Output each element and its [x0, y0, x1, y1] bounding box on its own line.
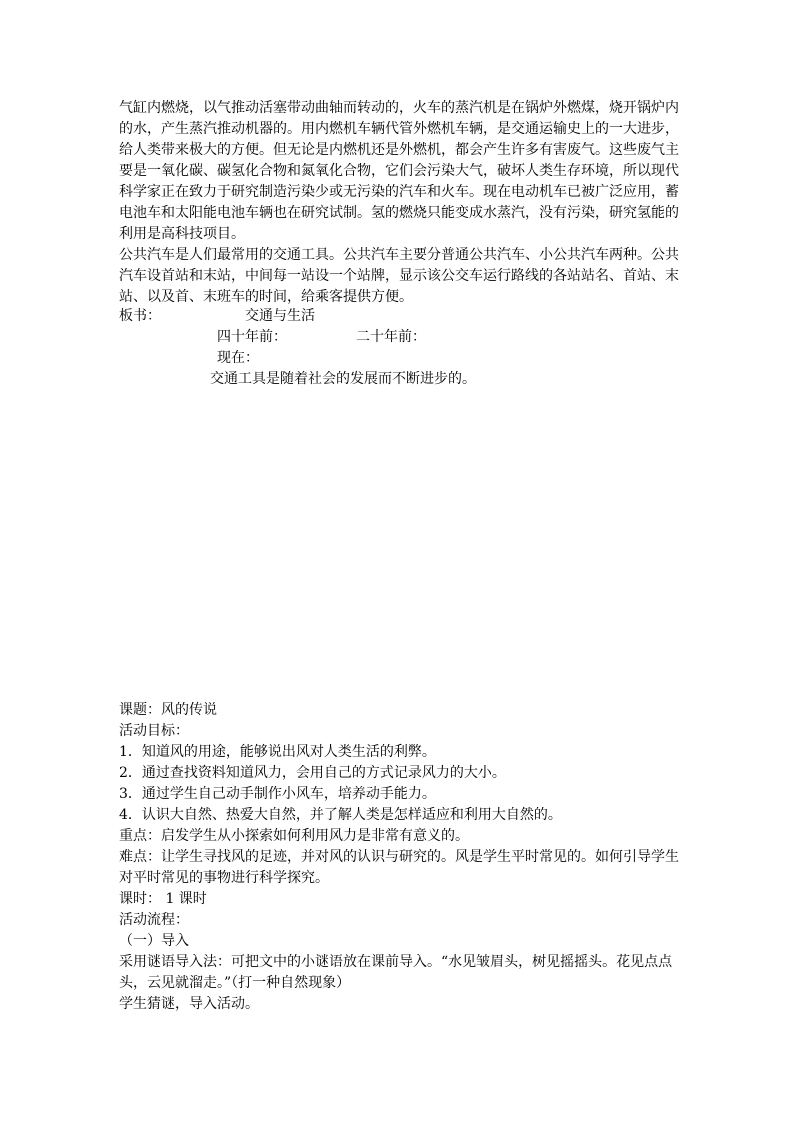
difficulty: 难点：让学生寻找风的足迹，并对风的认识与研究的。风是学生平时常见的。如何引导学生对平时常见的事物进行科学探究。 — [119, 849, 679, 886]
step1-text: 采用谜语导入法：可把文中的小谜语放在课前导入。“水见皱眉头，树见摇摇头。花见点点头，云见就溜走。”（打一种自然现象） — [119, 954, 673, 991]
goal-item-1: 1．知道风的用途，能够说出风对人类生活的利弊。 — [119, 744, 436, 760]
section-wind-lesson — [119, 700, 681, 1015]
goal-item-4: 4．认识大自然、热爱大自然，并了解人类是怎样适应和利用大自然的。 — [119, 807, 562, 823]
board-forty-years-ago: 四十年前： — [217, 329, 287, 345]
step1-heading: （一）导入 — [119, 933, 189, 949]
key-point: 重点：启发学生从小探索如何利用风力是非常有意义的。 — [119, 828, 469, 844]
step1-end: 学生猜谜，导入活动。 — [119, 996, 259, 1012]
lesson-hours: 课时： 1 课时 — [119, 891, 207, 907]
paragraph-bus: 公共汽车是人们最常用的交通工具。公共汽车主要分普通公共汽车、小公共汽车两种。公共汽车设首站和末站，中间每一站设一个站牌，显示该公交车运行路线的各站站名、首站、末站、以及首、末班车的时间，给乘客提供方便。 — [119, 247, 679, 305]
board-summary: 交通工具是随着社会的发展而不断进步的。 — [210, 371, 476, 387]
goal-item-2: 2．通过查找资料知道风力，会用自己的方式记录风力的大小。 — [119, 765, 506, 781]
flow-heading: 活动流程： — [119, 912, 189, 928]
goal-item-3: 3．通过学生自己动手制作小风车，培养动手能力。 — [119, 786, 436, 802]
board-label: 板书： — [119, 308, 161, 324]
board-twenty-years-ago: 二十年前： — [356, 329, 426, 345]
lesson-topic: 课题：风的传说 — [119, 702, 217, 718]
board-now: 现在： — [217, 350, 259, 366]
goals-heading: 活动目标： — [119, 723, 189, 739]
board-title: 交通与生活 — [245, 308, 315, 324]
paragraph-engines: 气缸内燃烧，以气推动活塞带动曲轴而转动的，火车的蒸汽机是在锅炉外燃煤，烧开锅炉内的水，产生蒸汽推动机器的。用内燃机车辆代管外燃机车辆，是交通运输史上的一大进步，给人类带来极大的方便。但无论是内燃机还是外燃机，都会产生许多有害废气。这些废气主要是一氧化碳、碳氢化合物和氮氧化合物，它们会污染大气，破坏人类生存环境，所以现代科学家正在致力于研究制造污染少或无污染的汽车和火车。现在电动机车已被广泛应用，蓄电池车和太阳能电池车辆也在研究试制。氢的燃烧只能变成水蒸汽，没有污染，研究氢能的利用是高科技项目。 — [119, 100, 679, 242]
section-transport-text — [119, 98, 681, 308]
blackboard-outline — [119, 306, 681, 396]
